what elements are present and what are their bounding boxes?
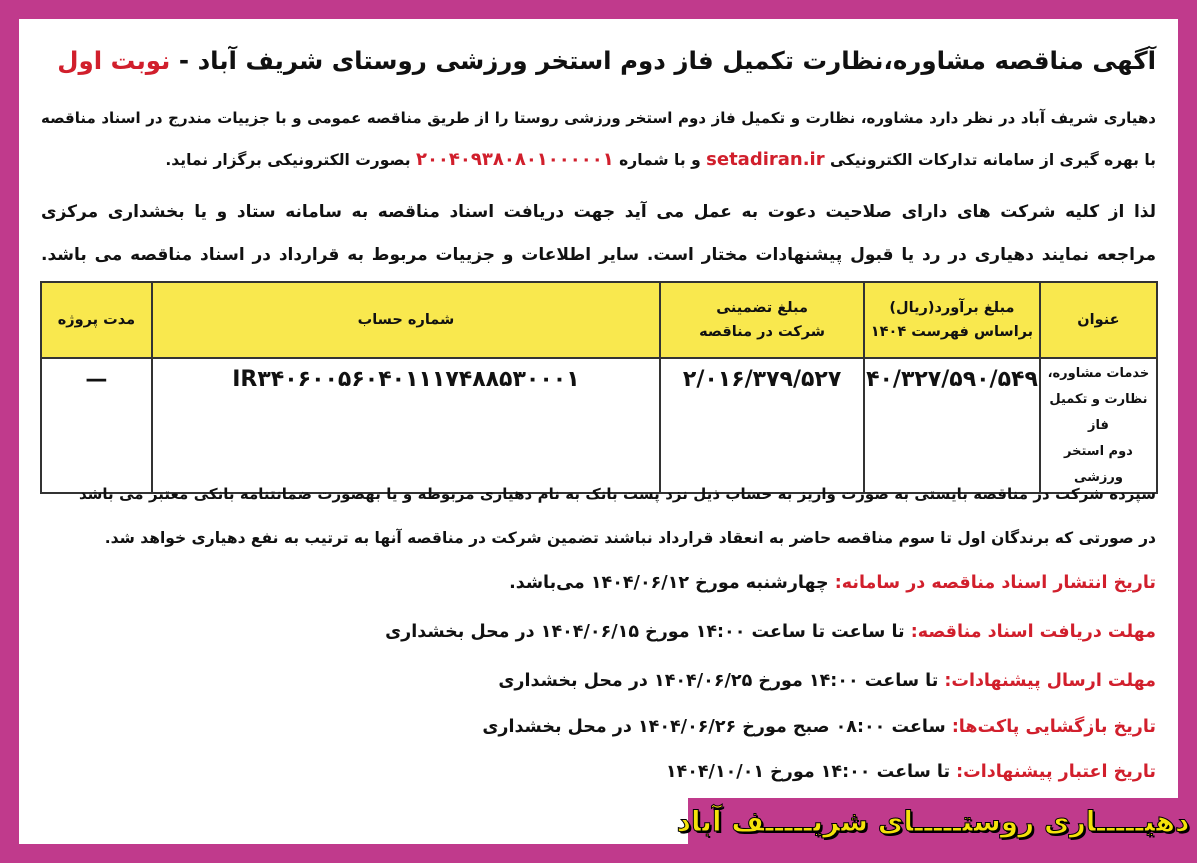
website-link[interactable]: setadiran.ir: [706, 149, 825, 170]
cell-estimate: ۴۰/۳۲۷/۵۹۰/۵۴۹: [864, 358, 1040, 493]
schedule-value: تا ساعت تا ساعت ۱۴:۰۰ مورخ ۱۴۰۴/۰۶/۱۵ در محل بخشداری: [385, 622, 911, 642]
schedule-label: تاریخ انتشار اسناد مناقصه در سامانه:: [834, 573, 1156, 593]
tender-table: [40, 281, 1158, 494]
header-guarantee-line-1: مبلغ تضمینی: [716, 300, 808, 316]
schedule-label: تاریخ بازگشایی پاکت‌ها:: [951, 717, 1156, 737]
intro-text-a: با بهره گیری از سامانه تدارکات الکترونیکی: [830, 151, 1156, 169]
schedule-value: ساعت ۰۸:۰۰ صبح مورخ ۱۴۰۴/۰۶/۲۶ در محل بخشداری: [482, 717, 952, 737]
title-main: آگهی مناقصه مشاوره،نظارت تکمیل فاز دوم استخر ورزشی روستای شریف آباد -: [170, 46, 1156, 75]
deposit-line-1: سپرده شرکت در مناقصه بایستی به صورت واریز به حساب ذیل نزد پست بانک به نام دهیاری مربوطه و یا بهصورت ضمانتنامه بانکی معتبر می باشد: [79, 485, 1156, 503]
header-estimate-line-2: براساس فهرست ۱۴۰۴: [870, 324, 1034, 340]
tender-number: ۲۰۰۴۰۹۳۸۰۸۰۱۰۰۰۰۰۱: [415, 149, 614, 170]
header-estimate-line-1: مبلغ برآورد(ریال): [889, 300, 1015, 316]
intro-line-2: [41, 147, 1156, 173]
invite-line-1: لذا از کلیه شرکت های دارای صلاحیت دعوت به عمل می آید جهت دریافت اسناد مناقصه به سامانه ستاد و یا بخشداری مرکزی: [41, 202, 1156, 222]
header-duration: مدت پروژه: [41, 282, 152, 358]
subject-line-1: خدمات مشاوره،: [1047, 366, 1150, 381]
schedule-item-submit: [498, 667, 1156, 695]
schedule-item-opening: [482, 713, 1156, 741]
intro-text-b: و با شماره: [619, 151, 701, 169]
schedule-value: تا ساعت ۱۴:۰۰ مورخ ۱۴۰۴/۱۰/۰۱: [665, 762, 957, 782]
footer-signature: دهیـــــاری روستـــــای شریـــــف آباد: [676, 804, 1190, 838]
footer-signature-band: [676, 798, 1190, 844]
cell-account: IR۳۴۰۶۰۰۵۶۰۴۰۱۱۱۷۴۸۸۵۳۰۰۰۱: [152, 358, 660, 493]
invite-line-2: مراجعه نمایند دهیاری در رد یا قبول پیشنهادات مختار است. سایر اطلاعات و جزییات مربوط به قرارداد در اسناد مناقصه می باشد.: [41, 245, 1156, 265]
header-guarantee-line-2: شرکت در مناقصه: [699, 324, 826, 340]
schedule-item-publish: [509, 569, 1156, 597]
intro-line-1: دهیاری شریف آباد در نظر دارد مشاوره، نظارت و تکمیل فاز دوم استخر ورزشی روستا را از طریق مناقصه عمومی و با جزییات مندرج در اسناد مناقصه: [41, 109, 1156, 127]
table-header-row: [41, 282, 1157, 358]
header-account: شماره حساب: [152, 282, 660, 358]
table-row: [41, 358, 1157, 493]
deposit-line-2: در صورتی که برندگان اول تا سوم مناقصه حاضر به انعقاد قرارداد نباشند تضمین شرکت در مناقصه آنها به ترتیب به نفع دهیاری خواهد شد.: [104, 529, 1156, 547]
header-subject: عنوان: [1040, 282, 1157, 358]
subject-line-3: دوم استخر ورزشی: [1064, 444, 1133, 485]
schedule-label: مهلت دریافت اسناد مناقصه:: [910, 622, 1156, 642]
schedule-label: تاریخ اعتبار پیشنهادات:: [956, 762, 1156, 782]
header-estimate: [864, 282, 1040, 358]
schedule-value: تا ساعت ۱۴:۰۰ مورخ ۱۴۰۴/۰۶/۲۵ در محل بخشداری: [498, 671, 945, 691]
cell-subject: [1040, 358, 1157, 493]
schedule-value: چهارشنبه مورخ ۱۴۰۴/۰۶/۱۲ می‌باشد.: [509, 573, 835, 593]
subject-line-2: نظارت و تکمیل فاز: [1049, 392, 1148, 433]
cell-guarantee: ۲/۰۱۶/۳۷۹/۵۲۷: [660, 358, 864, 493]
schedule-item-validity: [666, 758, 1156, 786]
intro-text-c: بصورت الکترونیکی برگزار نماید.: [165, 151, 411, 169]
schedule-label: مهلت ارسال پیشنهادات:: [944, 671, 1156, 691]
header-guarantee: [660, 282, 864, 358]
notice-title: [41, 35, 1156, 87]
schedule-item-receive: [385, 618, 1156, 646]
cell-duration: —: [41, 358, 152, 493]
title-round: نوبت اول: [57, 46, 171, 75]
notice-card: [19, 19, 1190, 844]
